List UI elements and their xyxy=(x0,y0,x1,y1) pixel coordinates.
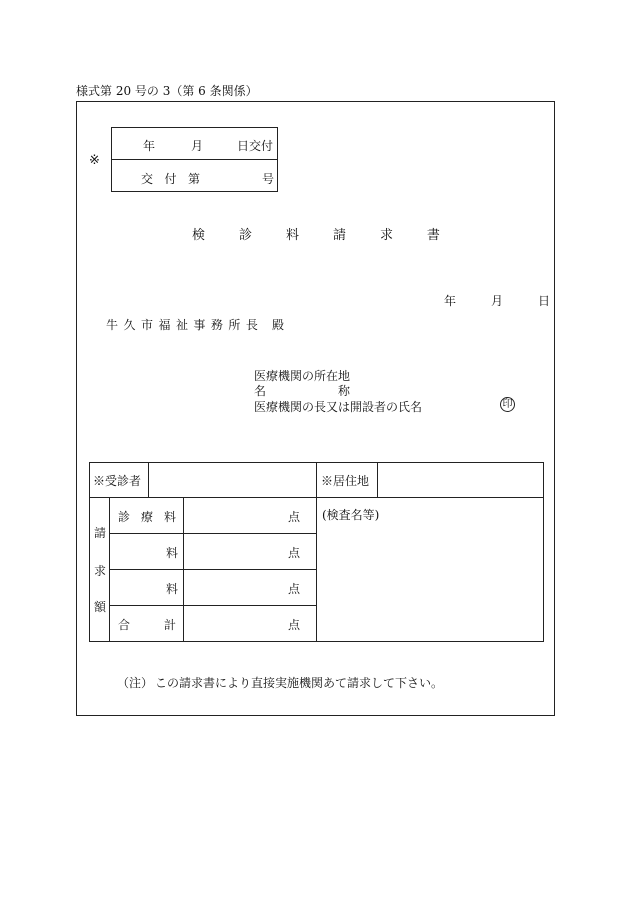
claim-label-char: 請 xyxy=(94,526,107,540)
row-label-fee-2: 料 xyxy=(166,546,179,560)
row-unit: 点 xyxy=(288,546,301,560)
addressee-char: 祉 xyxy=(175,318,188,332)
addressee-char: 所 xyxy=(228,318,241,332)
row-label-char: 料 xyxy=(163,510,176,524)
title-char: 求 xyxy=(379,228,393,243)
row-unit: 点 xyxy=(288,618,301,632)
addressee-char: 市 xyxy=(140,318,153,332)
row-label-char: 療 xyxy=(140,510,153,524)
date-month: 月 xyxy=(491,294,504,308)
addressee-char: 牛 xyxy=(106,318,119,332)
addressee xyxy=(106,316,258,333)
exam-names-label: (検査名等) xyxy=(322,508,380,522)
institution-name-label-a: 名 xyxy=(254,384,267,398)
institution-name-label-b: 称 xyxy=(338,384,351,398)
addressee-honorific: 殿 xyxy=(272,318,285,332)
title-char: 検 xyxy=(192,228,206,243)
addressee-char: 福 xyxy=(158,318,171,332)
row-label-total xyxy=(118,616,176,633)
receipt-issue-char: 第 xyxy=(187,172,200,186)
document-title xyxy=(192,224,440,243)
title-char: 書 xyxy=(426,228,440,243)
title-char: 診 xyxy=(238,228,252,243)
note-text: この請求書により直接実施機関あて請求して下さい。 xyxy=(155,676,444,690)
receipt-divider xyxy=(111,159,278,160)
addressee-char: 長 xyxy=(245,318,258,332)
note-prefix: （注） xyxy=(117,676,154,690)
table-row-divider xyxy=(109,605,316,606)
receipt-issue-number xyxy=(141,170,200,187)
seal-mark: 印 xyxy=(500,397,515,412)
claim-label-char: 額 xyxy=(94,600,107,614)
table-vline-patient xyxy=(148,462,149,497)
table-vline-middle xyxy=(316,462,317,642)
title-char: 請 xyxy=(332,228,346,243)
addressee-char: 務 xyxy=(210,318,223,332)
table-vline-address xyxy=(377,462,378,497)
addressee-char: 事 xyxy=(193,318,206,332)
row-label-fee-3: 料 xyxy=(166,582,179,596)
form-number: 様式第 20 号の 3（第 6 条関係） xyxy=(76,84,258,98)
receipt-issue-char: 交 xyxy=(141,172,154,186)
claim-label-char: 求 xyxy=(94,564,107,578)
receipt-year: 年 xyxy=(143,139,156,153)
row-label-char: 計 xyxy=(163,618,176,632)
addressee-char: 久 xyxy=(123,318,136,332)
institution-location-label: 医療機関の所在地 xyxy=(254,369,351,383)
address-label: ※居住地 xyxy=(321,474,370,488)
office-use-mark: ※ xyxy=(89,153,100,168)
receipt-month: 月 xyxy=(191,139,204,153)
row-label-medical-fee xyxy=(118,508,176,525)
date-year: 年 xyxy=(444,294,457,308)
institution-head-label: 医療機関の長又は開設者の氏名 xyxy=(254,400,423,414)
table-row-divider xyxy=(109,533,316,534)
row-label-char: 診 xyxy=(118,510,131,524)
patient-label: ※受診者 xyxy=(93,474,142,488)
date-day: 日 xyxy=(538,294,551,308)
row-label-char: 合 xyxy=(118,618,131,632)
row-unit: 点 xyxy=(288,582,301,596)
receipt-issue-suffix: 号 xyxy=(262,172,275,186)
row-unit: 点 xyxy=(288,510,301,524)
receipt-day-issued: 日交付 xyxy=(237,139,274,153)
receipt-issue-char: 付 xyxy=(164,172,177,186)
title-char: 料 xyxy=(285,228,299,243)
table-row-divider xyxy=(109,569,316,570)
